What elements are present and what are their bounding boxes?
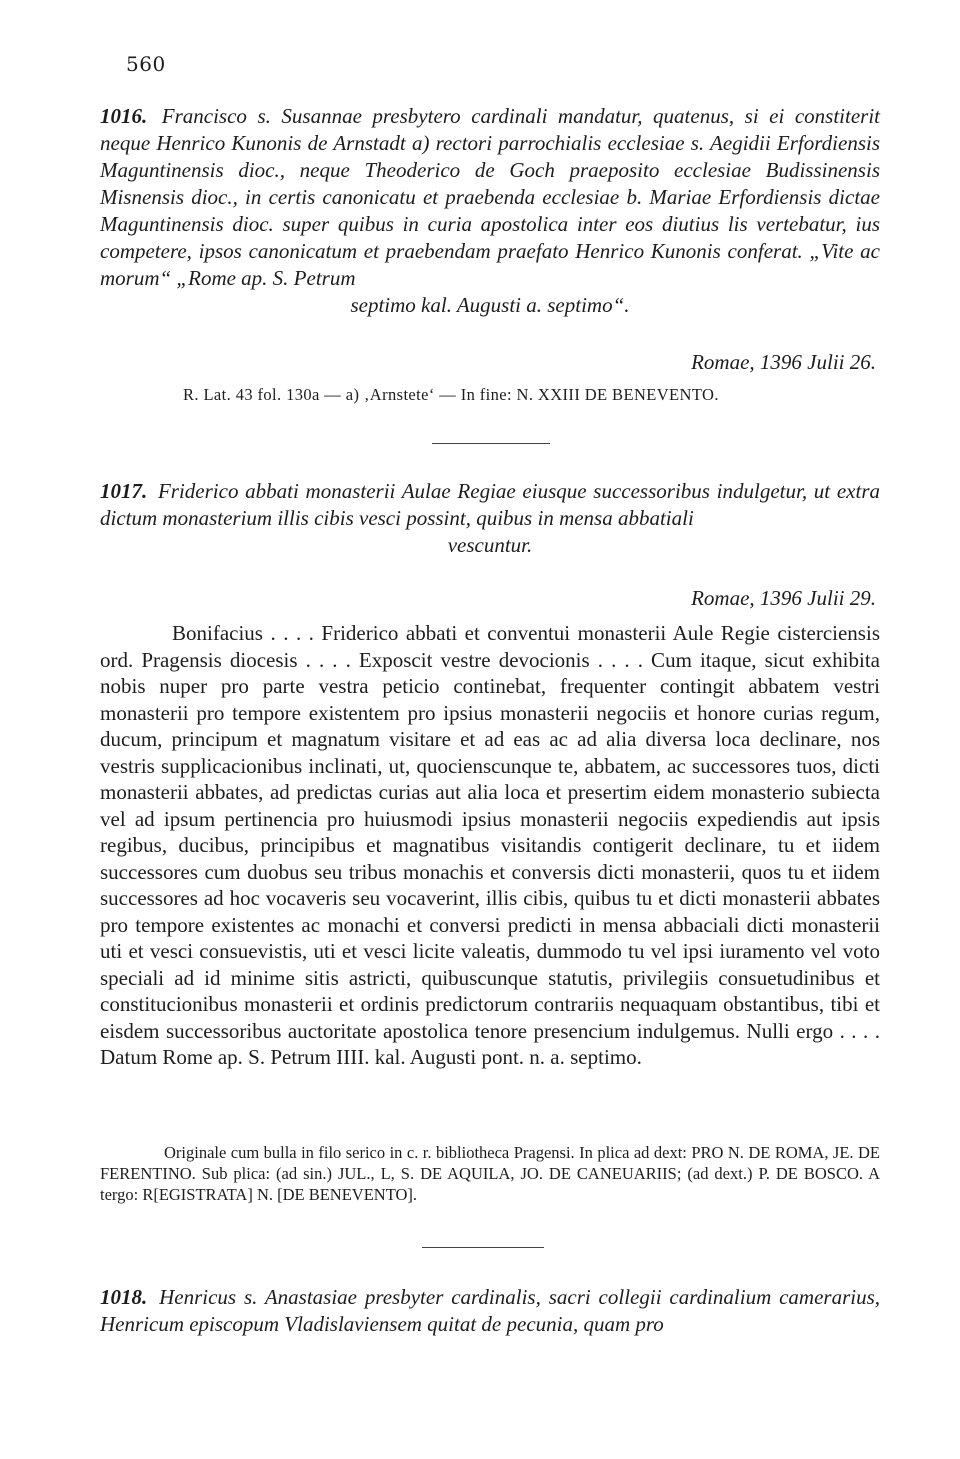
entry-number: 1018. [100,1285,148,1309]
entry-1016-regest [100,103,880,319]
entry-1017-regest [100,478,880,559]
document-text [100,620,880,1071]
page-number: 560 [126,52,166,76]
regest-last-line: vescuntur. [447,533,533,557]
entry-date: Romae, 1396 Julii 26. [691,350,876,374]
body-paragraph: Bonifacius . . . . Friderico abbati et conventui monasterii Aule Regie cisterciensis ord. Pragensis diocesis . . . . Exposcit vestre devocionis . . . . Cum itaque, sicut exhibita nobis nuper pro parte vestra peticio continebat, frequenter contingit abbatem vestri monasterii pro tempore existentem pro ipsius monasterii negociis et honore curias regum, ducum, principum et magnatum visitare et ad eas ac ad alia diversa loca declinare, nos vestris supplicacionibus inclinati, ut, quocienscunque te, abbatem, ac successores tuos, dicti monasterii abbates, ad predictas curias aut alia loca et presertim eidem monasterio subiecta vel ad ipsum pertinencia pro huiusmodi ipsius monasterii negociis expediendis aut ipsis regibus, ducibus, principibus et magnatibus visitandis contigerit declinare, tu et iidem successores cum duobus seu tribus monachis et conversis dicti monasterii, quos tu et iidem successores ad hoc vocaveris seu vocaverint, illis cibis, quibus tu et dicti monasterii abbates pro tempore existentes ac monachi et conversi predicti in mensa abbaciali dicti monasterii uti et vesci consuevistis, uti et vesci licite valeatis, dummodo tu vel ipsi iuramento vel voto speciali ad id minime sitis astricti, quibuscunque statutis, privilegiis consuetudinibus et constitucionibus monasterii et ordinis predictorum contrariis nequaquam obstantibus, tibi et eisdem successoribus auctoritate apostolica tenore presencium indulgemus. Nulli ergo . . . . Datum Rome ap. S. Petrum IIII. kal. Augusti pont. n. a. septimo. [100,621,880,1069]
entry-number: 1017. [100,479,148,503]
regest-text: Francisco s. Susannae presbytero cardinali mandatur, quatenus, si ei constiterit neque Henrico Kunonis de Arnstadt a) rectori parrochialis ecclesiae s. Aegidii Erfordiensis Maguntinensis dioc., neque Theoderico de Goch praeposito ecclesiae Budissinensis Misnensis dioc., in certis canonicatu et praebenda ecclesiae b. Mariae Erfordiensis dictae Maguntinensis dioc. super quibus in curia apostolica inter eos diutius lis vertebatur, ius competere, ipsos canonicatum et praebendam praefato Henrico Kunonis conferat. „Vite ac morum“ „Rome ap. S. Petrum [100,104,881,290]
archival-note [100,1142,880,1205]
note-paragraph: Originale cum bulla in filo serico in c. r. bibliotheca Pragensi. In plica ad dext: PRO N. DE ROMA, JE. DE FERENTINO. Sub plica: (ad sin.) JUL., L, S. DE AQUILA, JO. DE CANEUARIIS; (ad dext.) P. DE BOSCO. A tergo: R[EGISTRATA] N. [DE BENEVENTO]. [100,1143,880,1204]
entry-number: 1016. [100,104,148,128]
source-note: R. Lat. 43 fol. 130a — a) ‚Arnstete‘ — In fine: N. XXIII DE BENEVENTO. [183,385,719,404]
regest-text: Henricus s. Anastasiae presbyter cardinalis, sacri collegii cardinalium camerarius, Henricum episcopum Vladislaviensem quitat de pecunia, quam pro [100,1285,881,1336]
regest-text: Friderico abbati monasterii Aulae Regiae eiusque successoribus indulgetur, ut extra dictum monasterium illis cibis vesci possint, quibus in mensa abbatiali [100,479,880,530]
entry-date: Romae, 1396 Julii 29. [691,586,876,610]
separator-rule [422,1247,544,1248]
entry-1018-regest [100,1284,880,1338]
regest-last-line: septimo kal. Augusti a. septimo“. [350,293,630,317]
separator-rule [432,443,550,444]
